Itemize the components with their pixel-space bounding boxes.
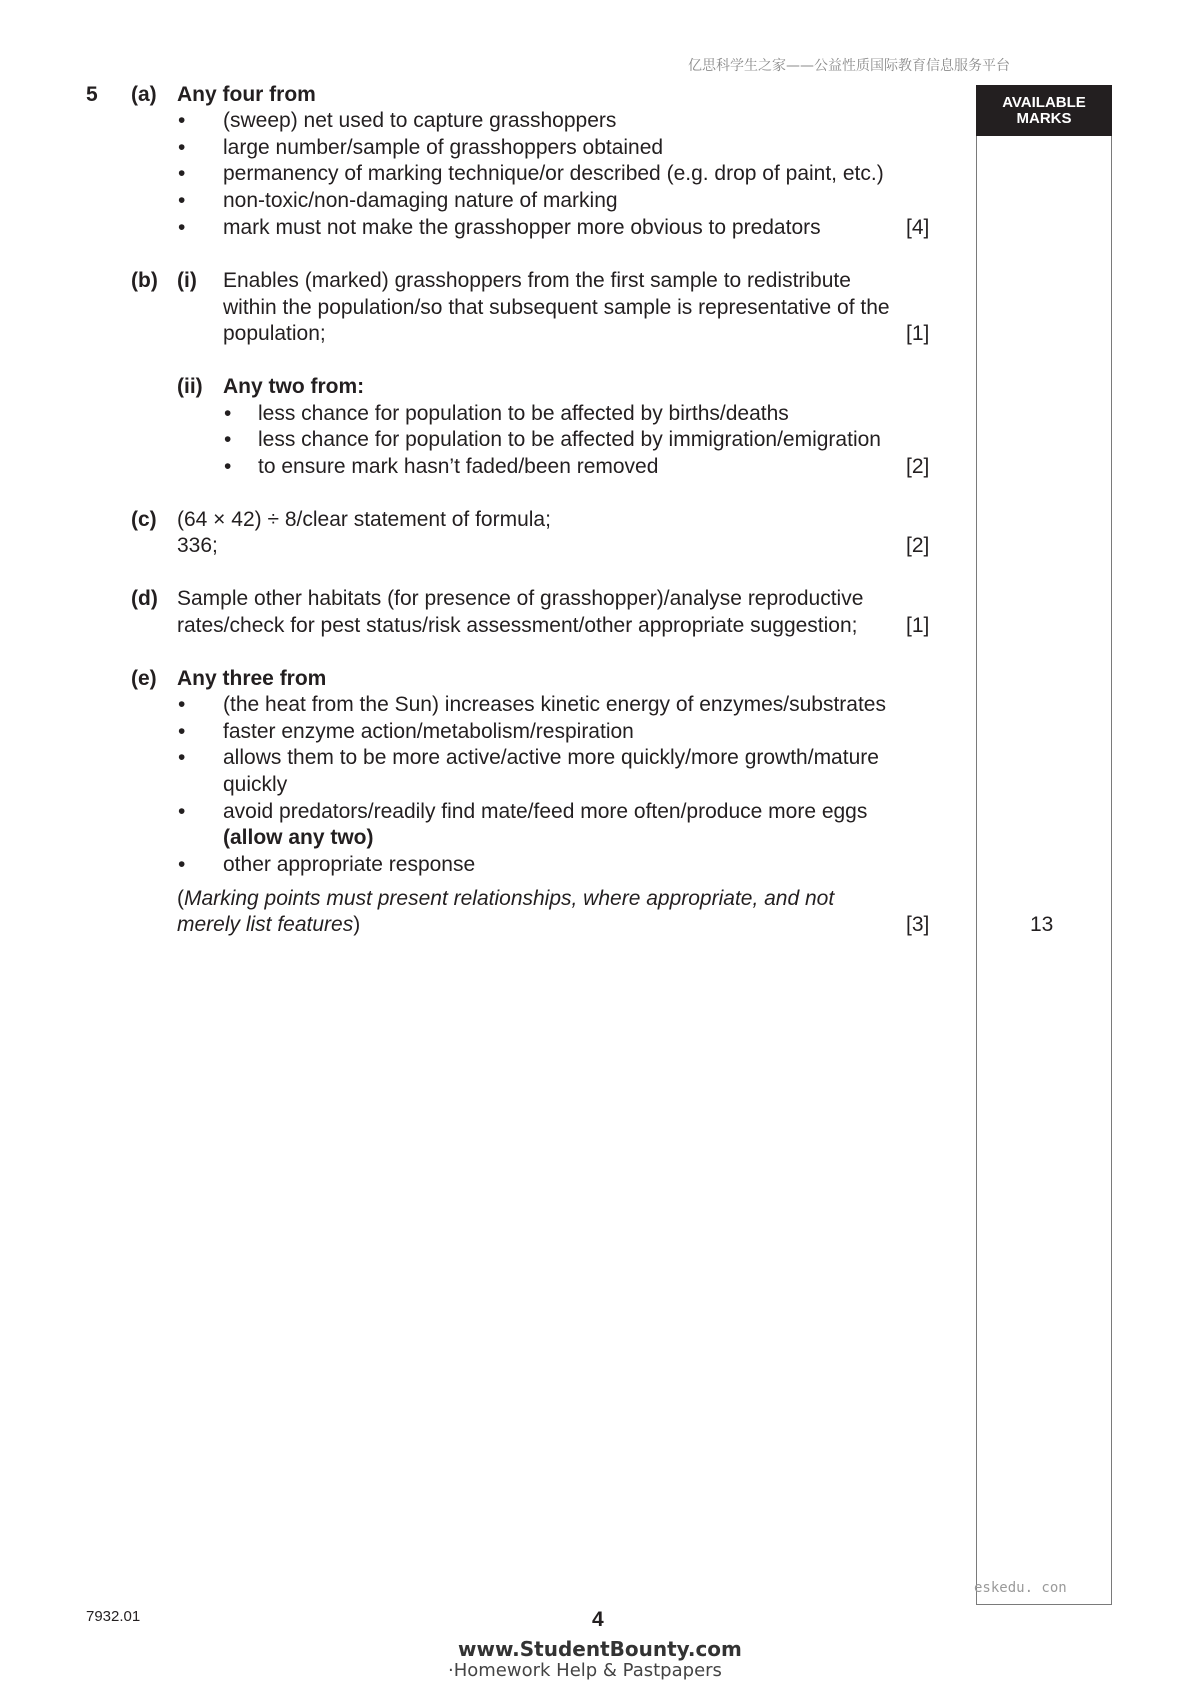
part-c-label: (c)	[131, 508, 157, 531]
part-e-heading: Any three from	[177, 667, 327, 690]
part-e-bullet: avoid predators/readily find mate/feed more often/produce more eggs	[223, 800, 868, 823]
part-a-label: (a)	[131, 83, 157, 106]
bullet: •	[224, 428, 232, 451]
part-b-ii-bullet: to ensure mark hasn’t faded/been removed	[258, 455, 659, 478]
header-watermark: 亿思科学生之家——公益性质国际教育信息服务平台	[688, 58, 1010, 74]
available-marks-column	[976, 85, 1112, 1605]
bullet: •	[224, 402, 232, 425]
part-b-i-label: (i)	[177, 269, 197, 292]
bullet: •	[178, 136, 186, 159]
part-b-ii-bullet: less chance for population to be affected by immigration/emigration	[258, 428, 881, 451]
part-e-marks: [3]	[906, 913, 930, 936]
part-b-ii-marks: [2]	[906, 455, 930, 478]
bullet: •	[178, 800, 186, 823]
part-e-bullet: other appropriate response	[223, 853, 476, 876]
studentbounty-logo-tagline: ·Homework Help & Pastpapers	[448, 1660, 722, 1681]
part-e-bullet: faster enzyme action/metabolism/respiration	[223, 720, 634, 743]
part-e-bullet-continuation: (allow any two)	[223, 826, 374, 849]
part-a-heading: Any four from	[177, 83, 316, 106]
part-e-note-line2: merely list features)	[177, 913, 361, 936]
part-a-bullet: (sweep) net used to capture grasshoppers	[223, 109, 617, 132]
part-e-note-line1: (Marking points must present relationships, where appropriate, and not	[177, 887, 835, 910]
part-b-label: (b)	[131, 269, 158, 292]
part-c-marks: [2]	[906, 534, 930, 557]
footer-watermark-url: eskedu. con	[974, 1580, 1067, 1596]
studentbounty-logo-url: www.StudentBounty.com	[458, 1637, 742, 1661]
part-e-bullet: (the heat from the Sun) increases kinetic energy of enzymes/substrates	[223, 693, 886, 716]
bullet: •	[178, 216, 186, 239]
bullet: •	[178, 189, 186, 212]
bullet: •	[178, 109, 186, 132]
part-b-i-line: Enables (marked) grasshoppers from the first sample to redistribute	[223, 269, 851, 292]
part-c-line: (64 × 42) ÷ 8/clear statement of formula;	[177, 508, 551, 531]
available-marks-heading-line2: MARKS	[1016, 110, 1072, 127]
part-e-bullet-continuation: quickly	[223, 773, 288, 796]
page-number: 4	[592, 1608, 604, 1631]
part-c-line: 336;	[177, 534, 218, 557]
part-e-label: (e)	[131, 667, 157, 690]
part-a-bullet: permanency of marking technique/or described (e.g. drop of paint, etc.)	[223, 162, 884, 185]
part-a-marks: [4]	[906, 216, 930, 239]
part-a-bullet: large number/sample of grasshoppers obtained	[223, 136, 664, 159]
part-b-ii-heading: Any two from:	[223, 375, 365, 398]
bullet: •	[178, 746, 186, 769]
bullet: •	[178, 162, 186, 185]
bullet: •	[178, 693, 186, 716]
available-marks-heading-line1: AVAILABLE	[1002, 94, 1086, 111]
part-b-i-line: population;	[223, 322, 326, 345]
available-marks-heading	[976, 85, 1112, 136]
part-d-line: Sample other habitats (for presence of grasshopper)/analyse reproductive	[177, 587, 864, 610]
bullet: •	[178, 853, 186, 876]
part-b-ii-label: (ii)	[177, 375, 203, 398]
part-b-i-marks: [1]	[906, 322, 930, 345]
part-b-i-line: within the population/so that subsequent sample is representative of the	[223, 296, 890, 319]
part-a-bullet: mark must not make the grasshopper more obvious to predators	[223, 216, 821, 239]
part-e-bullet: allows them to be more active/active more quickly/more growth/mature	[223, 746, 879, 769]
part-d-marks: [1]	[906, 614, 930, 637]
part-d-label: (d)	[131, 587, 158, 610]
bullet: •	[178, 720, 186, 743]
available-marks-total: 13	[1030, 913, 1054, 936]
part-a-bullet: non-toxic/non-damaging nature of marking	[223, 189, 618, 212]
bullet: •	[224, 455, 232, 478]
question-number: 5	[86, 83, 98, 106]
part-b-ii-bullet: less chance for population to be affected by births/deaths	[258, 402, 789, 425]
document-code: 7932.01	[86, 1608, 141, 1625]
part-d-line: rates/check for pest status/risk assessment/other appropriate suggestion;	[177, 614, 858, 637]
